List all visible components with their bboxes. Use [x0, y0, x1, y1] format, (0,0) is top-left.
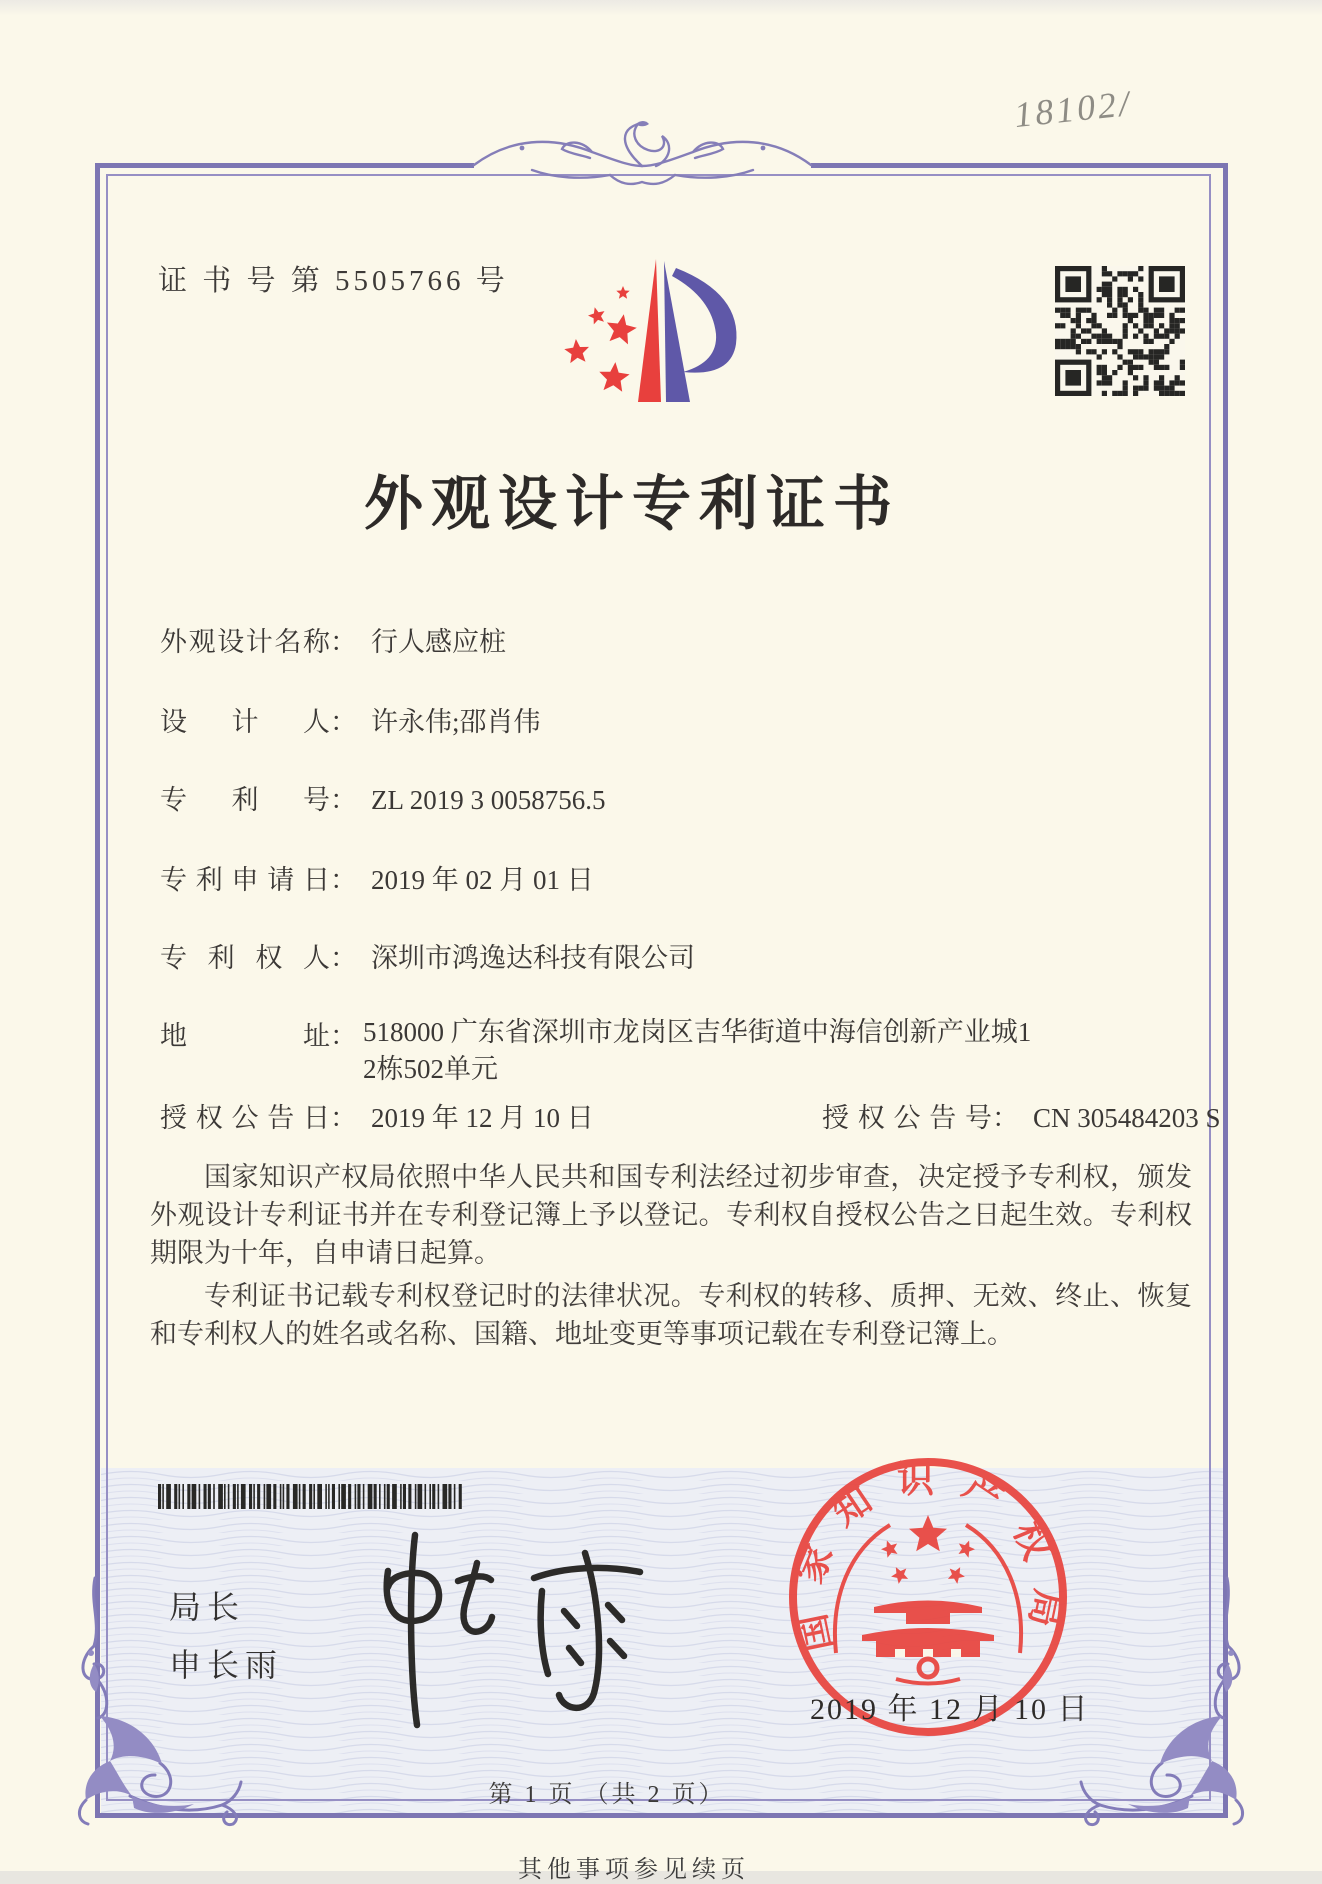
field-label: 授权公告日 [160, 1103, 330, 1133]
signer-name: 申长雨 [169, 1647, 284, 1683]
legal-paragraph-1: 国家知识产权局依照中华人民共和国专利法经过初步审查，决定授予专利权，颁发外观设计专利证书并在专利登记簿上予以登记。专利权自授权公告之日起生效。专利权期限为十年，自申请日起算。 [150, 1162, 1192, 1268]
field-grant-row [160, 1096, 1220, 1135]
cnipa-logo [550, 250, 760, 415]
field-label: 外观设计名称 [160, 627, 330, 657]
colon: ： [330, 785, 357, 815]
colon: ： [330, 943, 357, 973]
handwritten-note: 18102/ [1012, 82, 1134, 136]
field-label: 专利号 [160, 785, 330, 815]
certificate-number: 证 书 号 第 5505766 号 [158, 265, 509, 297]
continuation-note-cutoff: 其他事项参见续页 [518, 1857, 750, 1883]
grant-no-group [822, 1096, 1221, 1135]
field-designer [160, 700, 541, 739]
legal-paragraph-2: 专利证书记载专利权登记时的法律状况。专利权的转移、质押、无效、终止、恢复和专利权人的姓名或名称、国籍、地址变更等事项记载在专利登记簿上。 [150, 1281, 1192, 1349]
colon: ： [330, 1021, 357, 1051]
signer-title: 局长 [169, 1589, 246, 1625]
colon: ： [330, 707, 357, 737]
field-label: 设计人 [160, 707, 330, 737]
legal-text [150, 1158, 1192, 1358]
field-label: 授权公告号 [822, 1103, 992, 1133]
svg-text:国家知识产权局 [787, 1459, 1069, 1655]
field-label: 专利申请日 [160, 865, 330, 895]
document-title: 外观设计专利证书 [363, 471, 900, 537]
qr-code [1055, 266, 1185, 396]
top-border-ornament [470, 118, 815, 203]
field-value: ZL 2019 3 0058756.5 [371, 785, 606, 815]
seal-agency-text: 国家知识产权局 [787, 1459, 1069, 1655]
field-patentee [160, 936, 695, 975]
barcode [158, 1484, 465, 1509]
signature-shen-changyu [358, 1525, 674, 1733]
seal-date: 2019 年 12 月 10 日 [810, 1693, 1090, 1726]
field-value [363, 1014, 1175, 1088]
field-filing-date [160, 858, 594, 897]
address-line1: 518000 广东省深圳市龙岗区吉华街道中海信创新产业城1 [363, 1017, 1032, 1047]
page-indicator: 第 1 页 （共 2 页） [488, 1782, 726, 1808]
field-label: 地址 [160, 1021, 330, 1051]
field-value: 深圳市鸿逸达科技有限公司 [371, 943, 695, 973]
colon: ： [330, 627, 357, 657]
field-value: 行人感应桩 [371, 627, 506, 657]
field-value: 2019 年 02 月 01 日 [371, 865, 594, 895]
field-label: 专利权人 [160, 943, 330, 973]
field-address [160, 1014, 1175, 1088]
colon: ： [330, 865, 357, 895]
grant-date-value: 2019 年 12 月 10 日 [371, 1103, 594, 1133]
field-patent-no [160, 778, 605, 817]
scan-edge-strip [0, 0, 1322, 16]
field-value: 许永伟;邵肖伟 [371, 707, 541, 737]
colon: ： [992, 1103, 1019, 1133]
field-design-name [160, 620, 506, 659]
national-emblem [835, 1515, 1021, 1684]
colon: ： [330, 1103, 357, 1133]
grant-no-value: CN 305484203 S [1033, 1103, 1221, 1133]
address-line2: 2栋502单元 [363, 1054, 498, 1084]
